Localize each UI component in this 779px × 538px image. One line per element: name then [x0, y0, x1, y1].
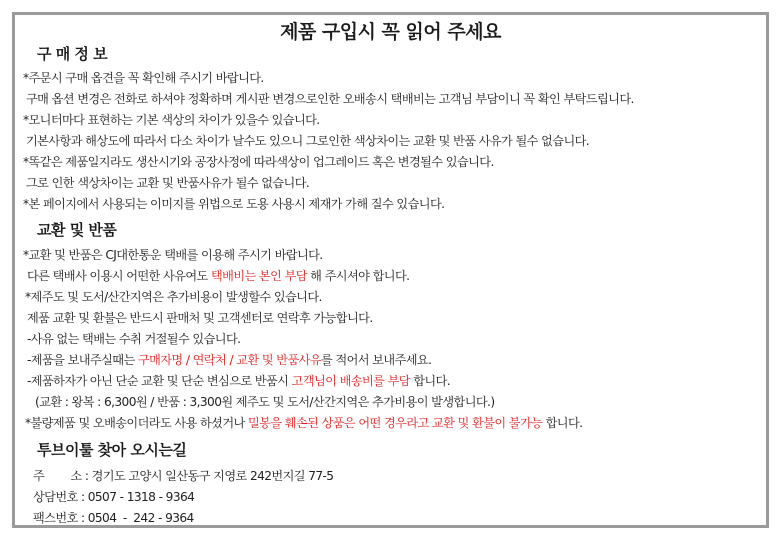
- exchange-return-line: 다른 택배사 이용시 어떤한 사유여도 택배비는 본인 부담 해 주시셔야 합니다.: [27, 269, 410, 283]
- purchase-info-line: 구매 옵션 변경은 전화로 하셔야 정확하며 게시판 변경으로인한 오배송시 택배비는 고객님 부담이니 꼭 확인 부탁드립니다.: [26, 92, 634, 106]
- fax-line: 팩스번호 : 0504 - 242 - 9364: [33, 511, 194, 525]
- highlight-text: 구매자명 / 연락처 / 교환 및 반품사유: [137, 353, 321, 367]
- directions-heading: 투브이툴 찾아 오시는길: [37, 441, 187, 459]
- purchase-info-line: *모니터마다 표현하는 기본 색상의 차이가 있을수 있습니다.: [23, 113, 320, 127]
- purchase-info-line: *주문시 구매 옵견을 꼭 확인해 주시기 바랍니다.: [23, 71, 264, 85]
- address-line: 주 소 : 경기도 고양시 일산동구 지영로 242번지길 77-5: [33, 469, 334, 483]
- exchange-return-line: *불량제품 및 오배송이더라도 사용 하셨거나 밀봉을 훼손된 상품은 어떤 경우라고 교환 및 환불이 불가능 합니다.: [25, 416, 583, 430]
- exchange-return-line: *제주도 및 도서/산간지역은 추가비용이 발생할수 있습니다.: [25, 290, 322, 304]
- exchange-return-line: *교환 및 반품은 CJ대한통운 택배를 이용해 주시기 바랍니다.: [23, 248, 323, 262]
- exchange-return-line: -제품을 보내주실때는 구매자명 / 연락처 / 교환 및 반품사유를 적어서 보내주세요.: [27, 353, 432, 367]
- notice-frame: [12, 12, 769, 528]
- exchange-return-line: -사유 없는 택배는 수취 거절될수 있습니다.: [27, 332, 241, 346]
- exchange-return-line: -제품하자가 아닌 단순 교환 및 단순 변심으로 반품시 고객님이 배송비를 부담 합니다.: [27, 374, 450, 388]
- purchase-info-heading: 구 매 정 보: [37, 45, 108, 63]
- highlight-text: 택배비는 본인 부담: [210, 269, 307, 283]
- exchange-return-line: 제품 교환 및 환불은 반드시 판매처 및 고객센터로 연락후 가능합니다.: [27, 311, 373, 325]
- exchange-return-line: (교환 : 왕복 : 6,300원 / 반품 : 3,300원 제주도 및 도서/산간지역은 추가비용이 발생합니다.): [35, 395, 495, 409]
- purchase-info-line: 그로 인한 색상차이는 교환 및 반품사유가 될수 없습니다.: [26, 176, 310, 190]
- highlight-text: 밀봉을 훼손된 상품은 어떤 경우라고 교환 및 환불이 불가능: [247, 416, 543, 430]
- purchase-info-line: 기본사항과 해상도에 따라서 다소 차이가 날수도 있으니 그로인한 색상차이는 교환 및 반품 사유가 될수 없습니다.: [26, 134, 590, 148]
- highlight-text: 고객님이 배송비를 부담: [291, 374, 410, 388]
- exchange-return-heading: 교환 및 반품: [37, 221, 117, 239]
- purchase-info-line: *똑같은 제품일지라도 생산시기와 공장사정에 따라색상이 업그레이드 혹은 변경될수 있습니다.: [23, 155, 494, 169]
- purchase-info-line: *본 페이지에서 사용되는 이미지를 위법으로 도용 사용시 제재가 가해 질수 있습니다.: [23, 197, 445, 211]
- phone-line: 상담번호 : 0507 - 1318 - 9364: [33, 490, 195, 504]
- page-title: 제품 구입시 꼭 읽어 주세요: [280, 21, 501, 43]
